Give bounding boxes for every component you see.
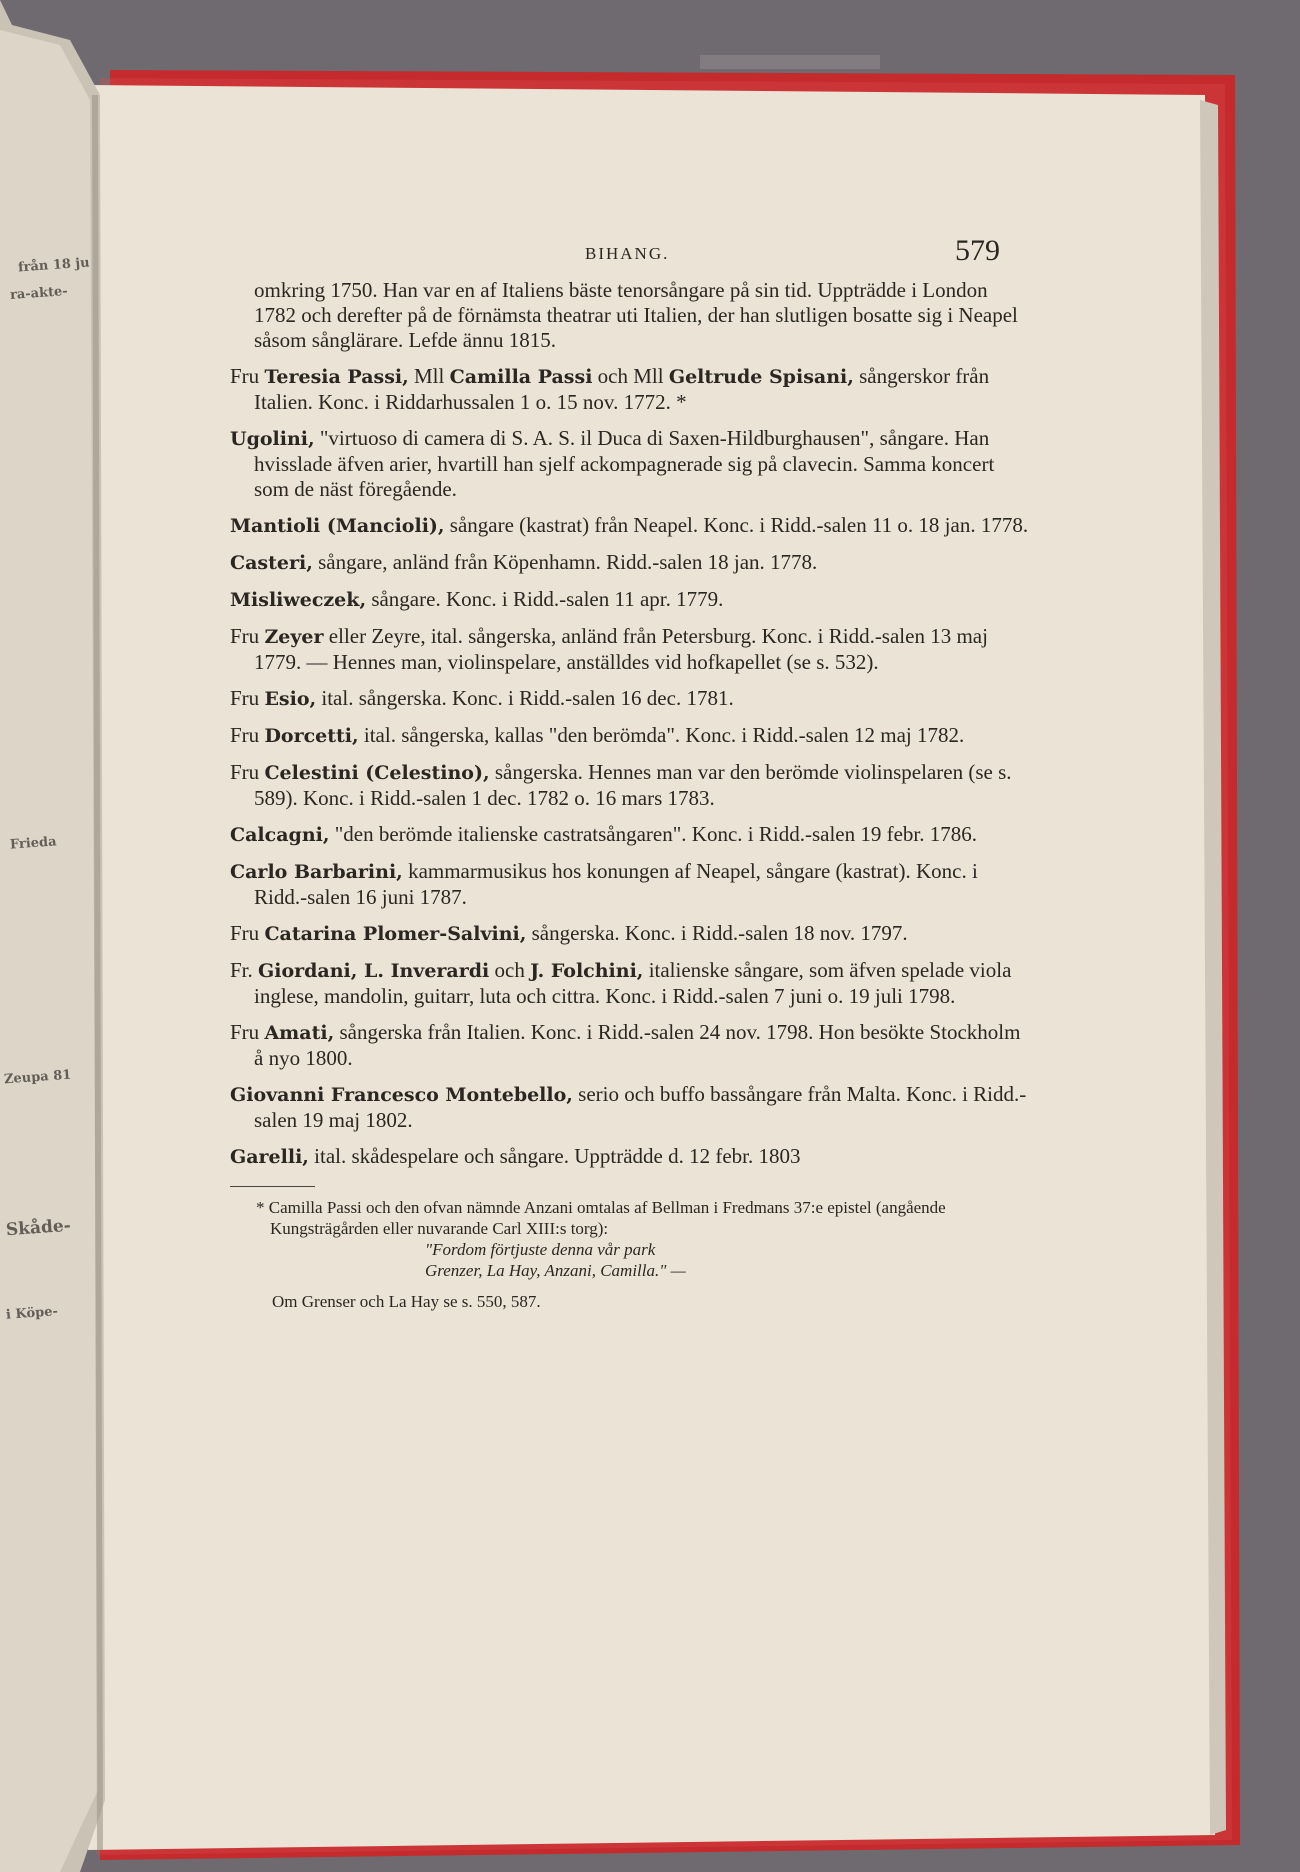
person-name: Teresia Passi, [264, 366, 409, 388]
entry: Casteri, sångare, anländ från Köpenhamn. Ridd.-salen 18 jan. 1778. [230, 550, 818, 574]
person-name: Celestini (Celestino), [264, 762, 490, 784]
entry: Mantioli (Mancioli), sångare (kastrat) från Neapel. Konc. i Ridd.-salen 11 o. 18 jan. 1778. [230, 513, 1029, 537]
entry: Giovanni Francesco Montebello, serio och buffo bassångare från Malta. Konc. i Ridd.-salen 19 maj 1802. [230, 1082, 1027, 1132]
entry: Carlo Barbarini, kammarmusikus hos konungen af Neapel, sångare (kastrat). Konc. i Ridd.-salen 16 juni 1787. [230, 859, 978, 909]
entry: Calcagni, "den berömde italienske castratsångaren". Konc. i Ridd.-salen 19 febr. 1786. [230, 822, 978, 846]
person-name: Dorcetti, [264, 725, 359, 747]
footnote-rule [230, 1186, 315, 1187]
left-page-fragment: ra-akte- [9, 284, 69, 303]
running-head-title: BIHANG. [585, 244, 670, 263]
person-name: Carlo Barbarini, [230, 861, 403, 883]
left-page-fragment: från 18 ju [17, 255, 91, 276]
footnote-text: * Camilla Passi och den ofvan nämnde Anzani omtalas af Bellman i Fredmans 37:e epistel (angående Kungsträgården eller nuvarande Carl XIII:s torg): [256, 1198, 946, 1238]
entry: Fr. Giordani, L. Inverardi och J. Folchini, italienske sångare, som äfven spelade viola inglese, mandolin, guitarr, luta och cittra. Konc. i Ridd.-salen 7 juni o. 19 juli 1798. [230, 958, 1012, 1008]
entry: Fru Dorcetti, ital. sångerska, kallas "den berömda". Konc. i Ridd.-salen 12 maj 1782. [230, 723, 965, 747]
person-name: Misliweczek, [230, 589, 367, 611]
person-name: Amati, [264, 1022, 335, 1044]
person-name: Calcagni, [230, 824, 330, 846]
footnote-verse-line: Grenzer, La Hay, Anzani, Camilla." — [425, 1261, 686, 1280]
page-text-block [230, 234, 1030, 1312]
footnote-reference: Om Grenser och La Hay se s. 550, 587. [272, 1292, 541, 1311]
entry: Fru Celestini (Celestino), sångerska. Hennes man var den berömde violinspelaren (se s. 589). Konc. i Ridd.-salen 1 dec. 1782 o. 16 mars 1783. [230, 760, 1012, 810]
running-head [230, 234, 1030, 278]
person-name: Camilla Passi [449, 366, 593, 388]
entry: Fru Esio, ital. sångerska. Konc. i Ridd.-salen 16 dec. 1781. [230, 686, 734, 710]
entry: Ugolini, "virtuoso di camera di S. A. S. il Duca di Saxen-Hildburghausen", sångare. Han hvisslade äfven arier, hvartill han sjelf ackompagnerade sig på clavecin. Samma koncert som de näst föregående. [230, 426, 995, 501]
person-name: Garelli, [230, 1146, 309, 1168]
person-name: Giordani, L. Inverardi [258, 960, 490, 982]
person-name: Mantioli (Mancioli), [230, 515, 445, 537]
entry: Fru Zeyer eller Zeyre, ital. sångerska, anländ från Petersburg. Konc. i Ridd.-salen 13 maj 1779. — Hennes man, violinspelare, anställdes vid hofkapellet (se s. 532). [230, 624, 988, 674]
page-number: 579 [955, 234, 1000, 267]
person-name: Geltrude Spisani, [668, 366, 854, 388]
person-name: Catarina Plomer-Salvini, [264, 923, 527, 945]
left-page-fragment: Zeupa 81 [3, 1067, 72, 1088]
person-name: Giovanni Francesco Montebello, [230, 1084, 573, 1106]
person-name: Ugolini, [230, 428, 315, 450]
person-name: Casteri, [230, 552, 313, 574]
left-page-fragment: Frieda [9, 834, 58, 853]
person-name: Esio, [264, 688, 317, 710]
entry: Fru Teresia Passi, Mll Camilla Passi och Mll Geltrude Spisani, sångerskor från Italien. Konc. i Riddarhussalen 1 o. 15 nov. 1772. * [230, 364, 990, 414]
left-page-fragment: i Köpe- [5, 1304, 59, 1323]
entry: Fru Amati, sångerska från Italien. Konc. i Ridd.-salen 24 nov. 1798. Hon besökte Stockholm å nyo 1800. [230, 1020, 1021, 1070]
entry: Fru Catarina Plomer-Salvini, sångerska. Konc. i Ridd.-salen 18 nov. 1797. [230, 921, 908, 945]
person-name: Zeyer [264, 626, 324, 648]
person-name: J. Folchini, [530, 960, 644, 982]
left-page-fragment: Skåde- [5, 1215, 72, 1241]
entry: Garelli, ital. skådespelare och sångare. Uppträdde d. 12 febr. 1803 [230, 1144, 801, 1168]
footnote-verse-line: "Fordom förtjuste denna vår park [425, 1240, 656, 1259]
entry-continuation: omkring 1750. Han var en af Italiens bäste tenorsångare på sin tid. Uppträdde i London 1782 och derefter på de förnämsta theatrar uti Italien, der han slutligen bosatte sig i Neapel såsom sånglärare. Lefde ännu 1815. [254, 278, 1018, 352]
entry: Misliweczek, sångare. Konc. i Ridd.-salen 11 apr. 1779. [230, 587, 724, 611]
